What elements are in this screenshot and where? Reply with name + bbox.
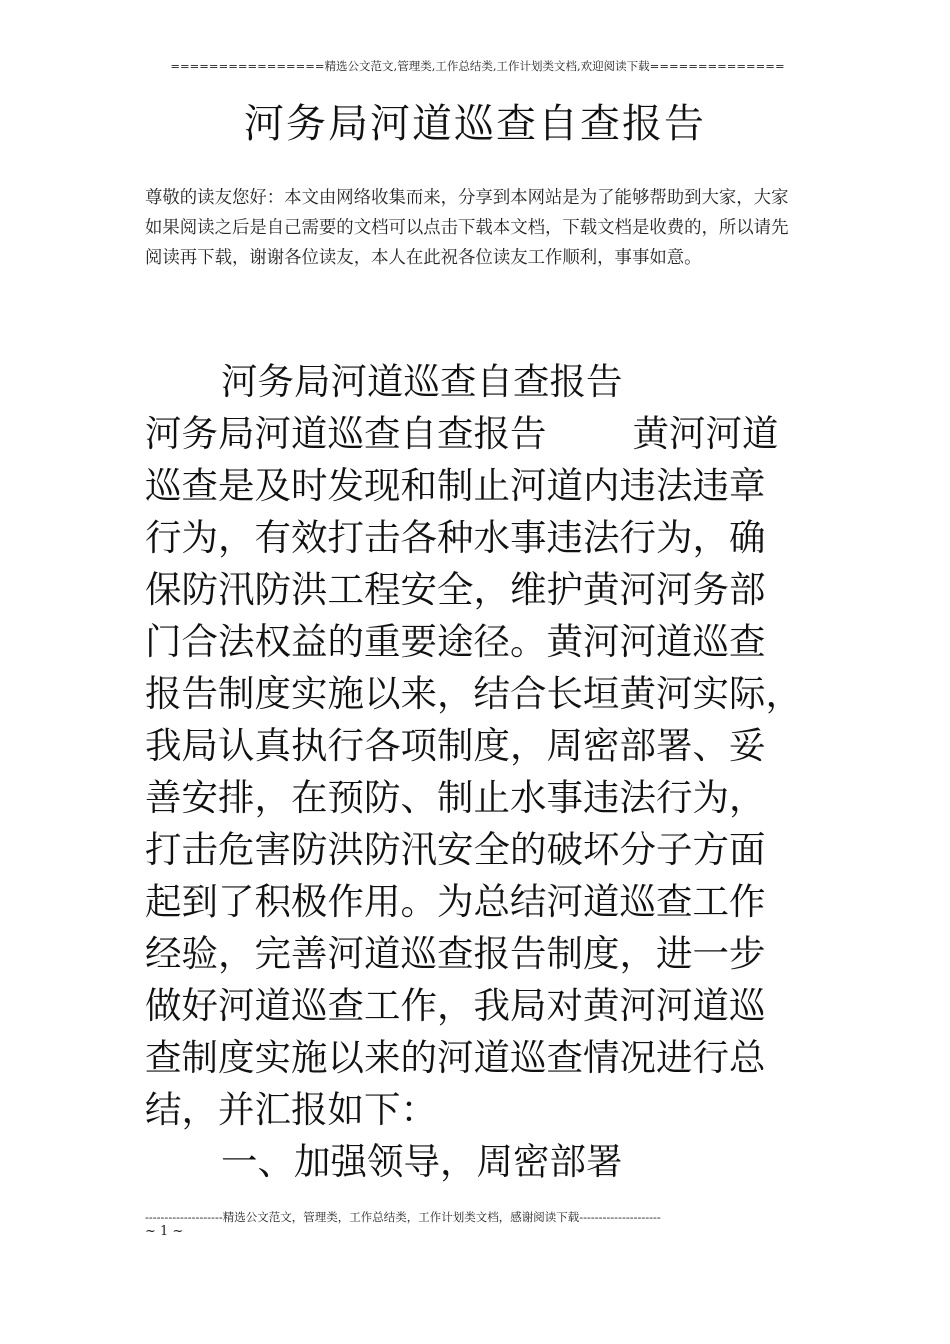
body-line: 巡查是及时发现和制止河道内违法违章 <box>145 464 766 507</box>
body-line: 善安排，在预防、制止水事违法行为， <box>145 776 766 819</box>
body-line: 报告制度实施以来，结合长垣黄河实际， <box>145 672 802 715</box>
document-title: 河务局河道巡查自查报告 <box>244 101 706 147</box>
body-line: 打击危害防洪防汛安全的破坏分子方面 <box>145 828 766 871</box>
reader-notice: 尊敬的读友您好：本文由网络收集而来，分享到本网站是为了能够帮助到大家，大家如果阅读之后是自己需要的文档可以点击下载本文档，下载文档是收费的，所以请先阅读再下载，谢谢各位读友，本人在此祝各位读友工作顺利，事事如意。 <box>145 188 789 268</box>
page-number: ~ 1 ~ <box>145 1224 184 1239</box>
body-line: 结，并汇报如下： <box>145 1088 437 1131</box>
body-line: 做好河道巡查工作，我局对黄河河道巡 <box>145 984 766 1027</box>
body-line: 起到了积极作用。为总结河道巡查工作 <box>145 880 766 923</box>
body-line-title: 河务局河道巡查自查报告 <box>145 412 547 455</box>
body-line: 经验，完善河道巡查报告制度，进一步 <box>145 932 766 975</box>
body-line-start: 黄河河道 <box>632 412 779 455</box>
body-line: 门合法权益的重要途径。黄河河道巡查 <box>145 620 766 663</box>
body-line <box>145 408 813 460</box>
body-line: 查制度实施以来的河道巡查情况进行总 <box>145 1036 766 1079</box>
body-line: 保防汛防洪工程安全，维护黄河河务部 <box>145 568 766 611</box>
body-line: 行为，有效打击各种水事违法行为，确 <box>145 516 766 559</box>
footer-banner: --------------------精选公文范文，管理类，工作总结类，工作计划类文档，感谢阅读下载--------------------- <box>145 1210 661 1224</box>
body-text <box>145 356 813 1188</box>
header-banner: ================精选公文范文,管理类,工作总结类,工作计划类文档,欢迎阅读下载============== <box>170 59 785 73</box>
section-heading: 一、加强领导，周密部署 <box>221 1140 623 1183</box>
body-heading: 河务局河道巡查自查报告 <box>221 360 623 403</box>
body-line: 我局认真执行各项制度，周密部署、妥 <box>145 724 766 767</box>
